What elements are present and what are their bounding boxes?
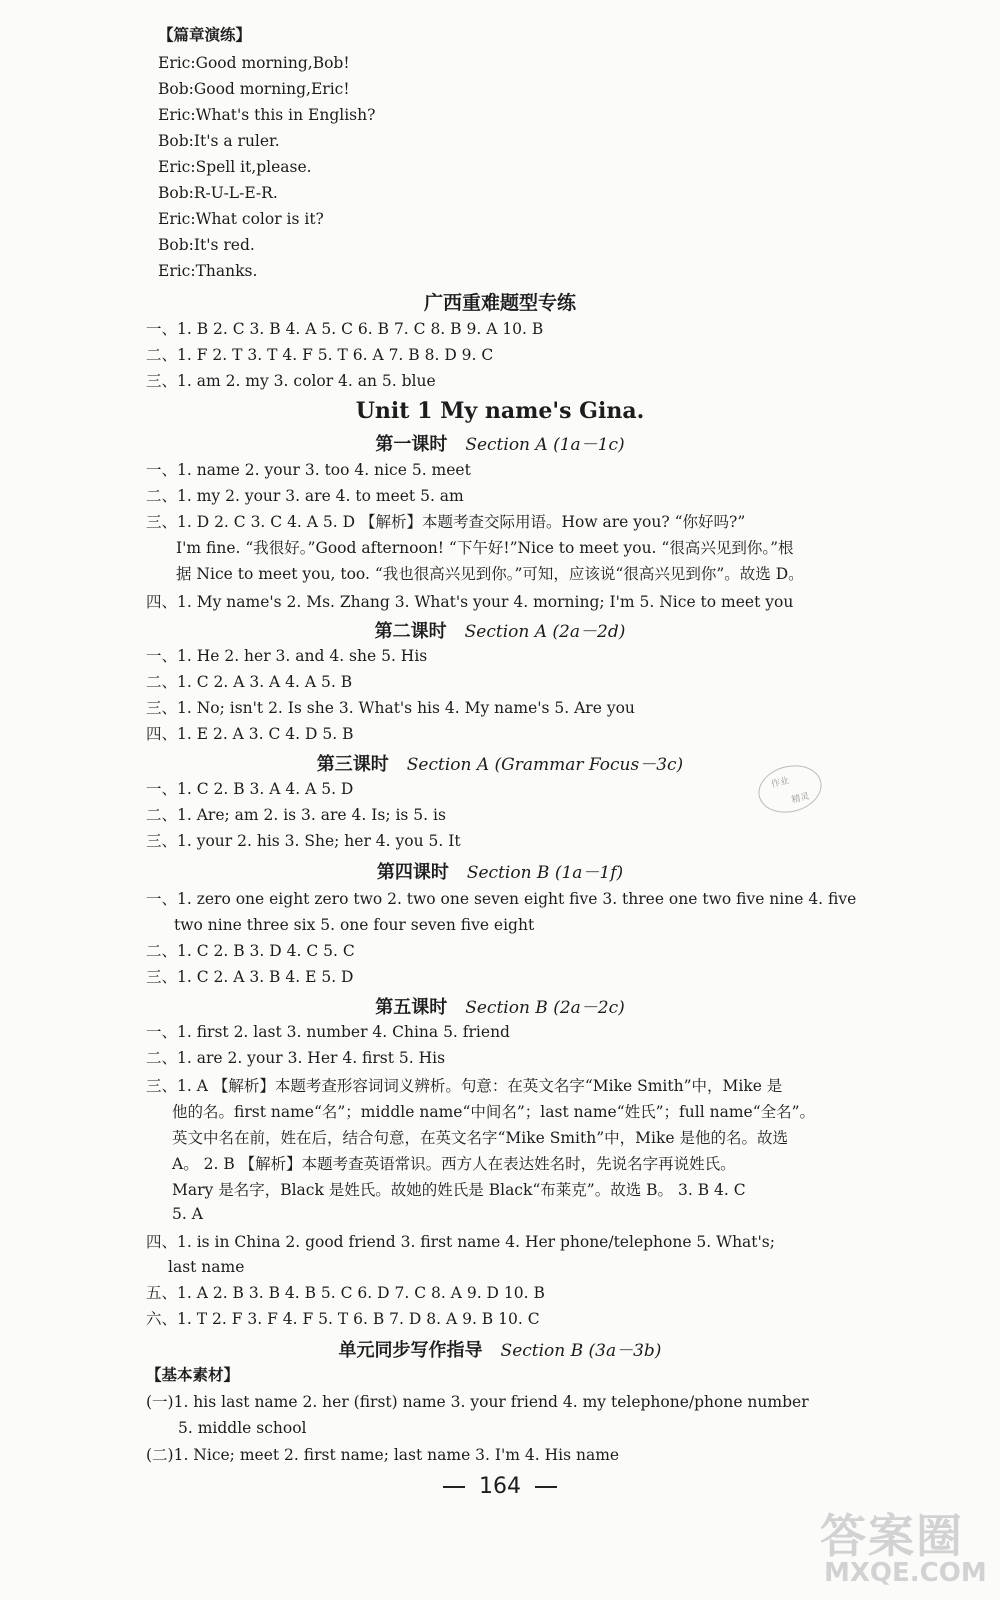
answer-line: 一、1. B 2. C 3. B 4. A 5. C 6. B 7. C 8. B 9. A 10. B [146, 320, 544, 338]
lesson-4-heading [0, 858, 1000, 884]
chapter-practice-title: 【篇章演练】 [158, 25, 252, 44]
lesson-section: Section B (2a－2c) [465, 998, 625, 1018]
guangxi-section-title: 广西重难题型专练 [423, 292, 576, 314]
answer-line: two nine three six 5. one four seven five eight [174, 916, 535, 934]
watermark-en: MXQE.COM [824, 1558, 987, 1588]
unit-title: Unit 1 My name's Gina. [355, 398, 645, 424]
dialogue-line: Bob:Good morning,Eric! [158, 80, 350, 98]
answer-line: 5. middle school [178, 1419, 307, 1437]
lesson-5-heading [0, 993, 1000, 1019]
watermark-logo [820, 1500, 990, 1595]
dialogue-line: Bob:R-U-L-E-R. [158, 184, 278, 202]
answer-line: Mary 是名字，Black 是姓氏。故她的姓氏是 Black“布莱克”。故选 B。 3. B 4. C [172, 1181, 746, 1199]
answer-line: 四、1. My name's 2. Ms. Zhang 3. What's your 4. morning; I'm 5. Nice to meet you [146, 593, 794, 611]
answer-line: 三、1. D 2. C 3. C 4. A 5. D 【解析】本题考查交际用语。How are you? “你好吗?” [146, 513, 746, 531]
answer-line: 三、1. your 2. his 3. She; her 4. you 5. It [146, 832, 461, 850]
answer-line: 一、1. C 2. B 3. A 4. A 5. D [146, 780, 354, 798]
stamp-top-text: 作业 [770, 776, 791, 791]
answer-line: 三、1. A 【解析】本题考查形容词词义辨析。句意：在英文名字“Mike Smith”中，Mike 是 [146, 1077, 783, 1095]
answer-line: 他的名。first name“名”；middle name“中间名”；last name“姓氏”；full name“全名”。 [172, 1103, 816, 1121]
lesson-title: 单元同步写作指导 [338, 1340, 483, 1361]
page-number [0, 1474, 1000, 1499]
dialogue-line: Eric:Spell it,please. [158, 158, 312, 176]
answer-line: 四、1. E 2. A 3. C 4. D 5. B [146, 725, 354, 743]
answer-line: 一、1. name 2. your 3. too 4. nice 5. meet [146, 461, 471, 479]
lesson-section: Section B (1a－1f) [466, 863, 624, 883]
lesson-section: Section B (3a－3b) [500, 1341, 662, 1361]
lesson-section: Section A (1a－1c) [465, 435, 625, 455]
answer-line: 五、1. A 2. B 3. B 4. B 5. C 6. D 7. C 8. A 9. D 10. B [146, 1284, 545, 1302]
answer-line: 一、1. He 2. her 3. and 4. she 5. His [146, 647, 428, 665]
answer-line: (二)1. Nice; meet 2. first name; last name 3. I'm 4. His name [146, 1446, 620, 1464]
material-title: 【基本素材】 [146, 1365, 240, 1384]
answer-line: 据 Nice to meet you, too. “我也很高兴见到你。”可知，应该说“很高兴见到你”。故选 D。 [176, 565, 804, 583]
answer-line: last name [168, 1258, 245, 1276]
lesson-section: Section A (Grammar Focus－3c) [406, 755, 684, 775]
answer-line: (一)1. his last name 2. her (first) name 3. your friend 4. my telephone/phone number [146, 1393, 809, 1411]
writing-heading [0, 1336, 1000, 1362]
answer-line: 三、1. am 2. my 3. color 4. an 5. blue [146, 372, 436, 390]
lesson-title: 第五课时 [375, 997, 448, 1018]
watermark-cn: 答案圈 [820, 1509, 964, 1563]
answer-line: 5. A [172, 1205, 203, 1223]
lesson-title: 第二课时 [374, 621, 447, 642]
answer-line: 二、1. Are; am 2. is 3. are 4. Is; is 5. is [146, 806, 446, 824]
lesson-title: 第四课时 [376, 862, 449, 883]
lesson-section: Section A (2a－2d) [464, 622, 626, 642]
answer-line: 二、1. F 2. T 3. T 4. F 5. T 6. A 7. B 8. D 9. C [146, 346, 494, 364]
dialogue-line: Bob:It's red. [158, 236, 255, 254]
lesson-3-heading [0, 750, 1000, 776]
answer-line: 英文中名在前，姓在后，结合句意，在英文名字“Mike Smith”中，Mike 是他的名。故选 [172, 1129, 788, 1147]
answer-line: I'm fine. “我很好。”Good afternoon! “下午好!”Nice to meet you. “很高兴见到你。”根 [176, 539, 794, 557]
stamp-bottom-text: 精灵 [790, 791, 811, 806]
dialogue-line: Bob:It's a ruler. [158, 132, 280, 150]
lesson-1-heading [0, 430, 1000, 456]
dialogue-line: Eric:Good morning,Bob! [158, 54, 350, 72]
answer-line: 三、1. No; isn't 2. Is she 3. What's his 4. My name's 5. Are you [146, 699, 635, 717]
answer-line: 二、1. C 2. A 3. A 4. A 5. B [146, 673, 353, 691]
answer-line: 二、1. my 2. your 3. are 4. to meet 5. am [146, 487, 464, 505]
answer-line: 一、1. first 2. last 3. number 4. China 5. friend [146, 1023, 510, 1041]
dialogue-line: Eric:What color is it? [158, 210, 324, 228]
page-number-text: 164 [479, 1474, 521, 1499]
answer-line: 一、1. zero one eight zero two 2. two one seven eight five 3. three one two five nine 4. five [146, 890, 857, 908]
lesson-title: 第一课时 [375, 434, 448, 455]
dialogue-line: Eric:Thanks. [158, 262, 258, 280]
answer-line: 六、1. T 2. F 3. F 4. F 5. T 6. B 7. D 8. A 9. B 10. C [146, 1310, 540, 1328]
answer-line: 二、1. are 2. your 3. Her 4. first 5. His [146, 1049, 446, 1067]
answer-line: 三、1. C 2. A 3. B 4. E 5. D [146, 968, 354, 986]
lesson-2-heading [0, 617, 1000, 643]
dash-left [443, 1486, 465, 1488]
answer-line: 四、1. is in China 2. good friend 3. first name 4. Her phone/telephone 5. What's; [146, 1233, 775, 1251]
lesson-title: 第三课时 [316, 754, 389, 775]
dash-right [535, 1486, 557, 1488]
dialogue-line: Eric:What's this in English? [158, 106, 376, 124]
answer-line: 二、1. C 2. B 3. D 4. C 5. C [146, 942, 355, 960]
answer-line: A。 2. B 【解析】本题考查英语常识。西方人在表达姓名时，先说名字再说姓氏。 [172, 1155, 736, 1173]
